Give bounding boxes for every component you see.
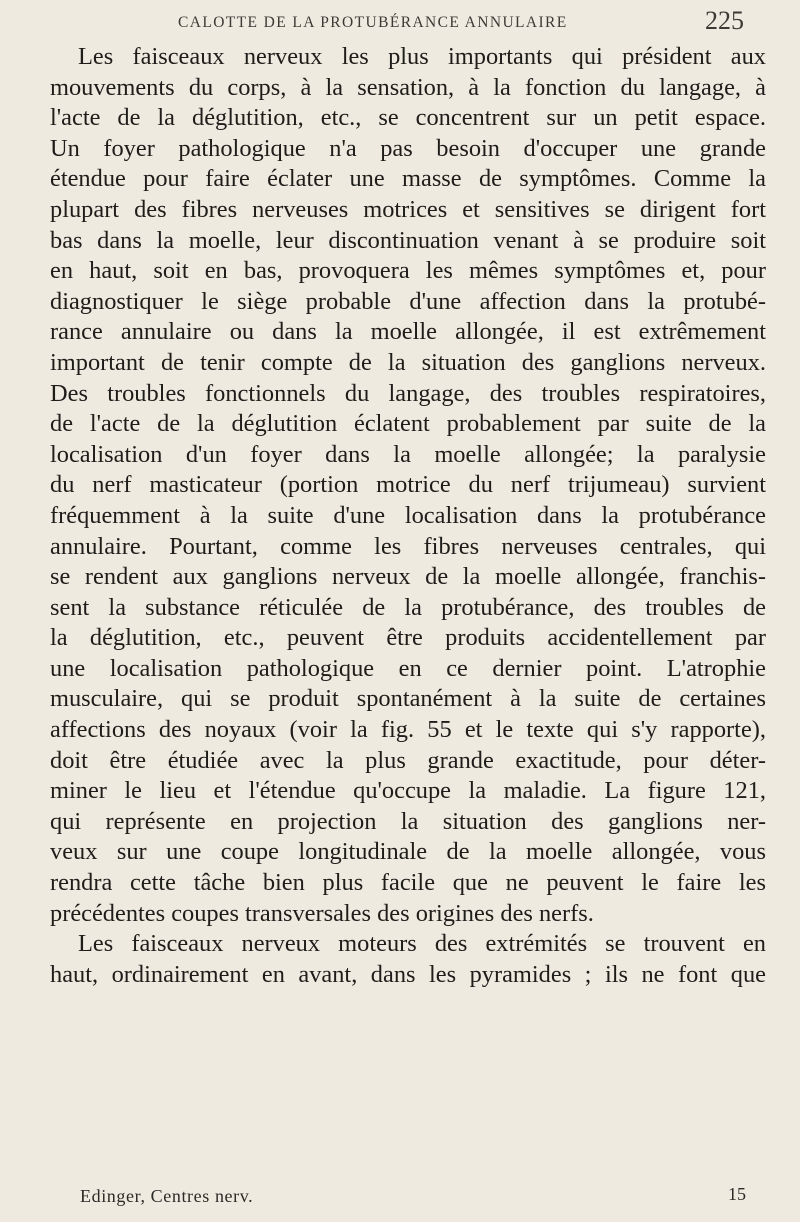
text-line: diagnostiquer le siège probable d'une affection dans la protubé- <box>50 287 766 315</box>
body-text <box>50 42 766 990</box>
text-line: rance annulaire ou dans la moelle allongée, il est extrêmement <box>50 318 766 346</box>
text-line: Les faisceaux nerveux les plus importants qui président aux <box>78 43 766 70</box>
text-line: doit être étudiée avec la plus grande exactitude, pour déter- <box>50 746 766 774</box>
text-line: Des troubles fonctionnels du langage, des troubles respiratoires, <box>50 379 766 407</box>
text-line: qui représente en projection la situation des ganglions ner- <box>50 807 766 835</box>
text-line: bas dans la moelle, leur discontinuation venant à se produire soit <box>50 226 766 254</box>
text-line: une localisation pathologique en ce dernier point. L'atrophie <box>50 654 766 682</box>
sheet-number: 15 <box>728 1184 746 1204</box>
text-line: miner le lieu et l'étendue qu'occupe la maladie. La figure 121, <box>50 777 766 805</box>
text-line: étendue pour faire éclater une masse de symptômes. Comme la <box>50 165 766 193</box>
page-number: 225 <box>705 6 744 35</box>
text-line: fréquemment à la suite d'une localisation dans la protubérance <box>50 501 766 529</box>
text-line: haut, ordinairement en avant, dans les pyramides ; ils ne font que <box>50 960 766 988</box>
running-title: CALOTTE DE LA PROTUBÉRANCE ANNULAIRE <box>178 14 568 31</box>
text-line: Un foyer pathologique n'a pas besoin d'occuper une grande <box>50 134 766 162</box>
text-line: rendra cette tâche bien plus facile que ne peuvent le faire les <box>50 869 766 897</box>
text-line: précédentes coupes transversales des origines des nerfs. <box>50 899 594 927</box>
text-line: affections des noyaux (voir la fig. 55 et le texte qui s'y rapporte), <box>50 716 766 744</box>
text-line: en haut, soit en bas, provoquera les mêmes symptômes et, pour <box>50 257 766 285</box>
text-line: localisation d'un foyer dans la moelle allongée; la paralysie <box>50 440 766 468</box>
text-line: l'acte de la déglutition, etc., se concentrent sur un petit espace. <box>50 104 766 132</box>
text-line: musculaire, qui se produit spontanément à la suite de certaines <box>50 685 766 713</box>
text-line: se rendent aux ganglions nerveux de la moelle allongée, franchis- <box>50 563 766 591</box>
text-line: sent la substance réticulée de la protubérance, des troubles de <box>50 593 766 621</box>
text-line: mouvements du corps, à la sensation, à la fonction du langage, à <box>50 73 766 101</box>
text-line: Les faisceaux nerveux moteurs des extrémités se trouvent en <box>78 930 766 958</box>
page-footer <box>0 1186 800 1216</box>
text-line: de l'acte de la déglutition éclatent probablement par suite de la <box>50 410 766 438</box>
text-line: veux sur une coupe longitudinale de la moelle allongée, vous <box>50 838 766 866</box>
text-line: du nerf masticateur (portion motrice du nerf trijumeau) survient <box>50 471 766 499</box>
footer-signature: Edinger, Centres nerv. <box>80 1186 254 1206</box>
text-line: annulaire. Pourtant, comme les fibres nerveuses centrales, qui <box>50 532 766 560</box>
text-line: la déglutition, etc., peuvent être produits accidentellement par <box>50 624 766 652</box>
text-line: important de tenir compte de la situation des ganglions nerveux. <box>50 348 766 376</box>
text-line: plupart des fibres nerveuses motrices et sensitives se dirigent fort <box>50 195 766 223</box>
running-head <box>0 4 800 36</box>
